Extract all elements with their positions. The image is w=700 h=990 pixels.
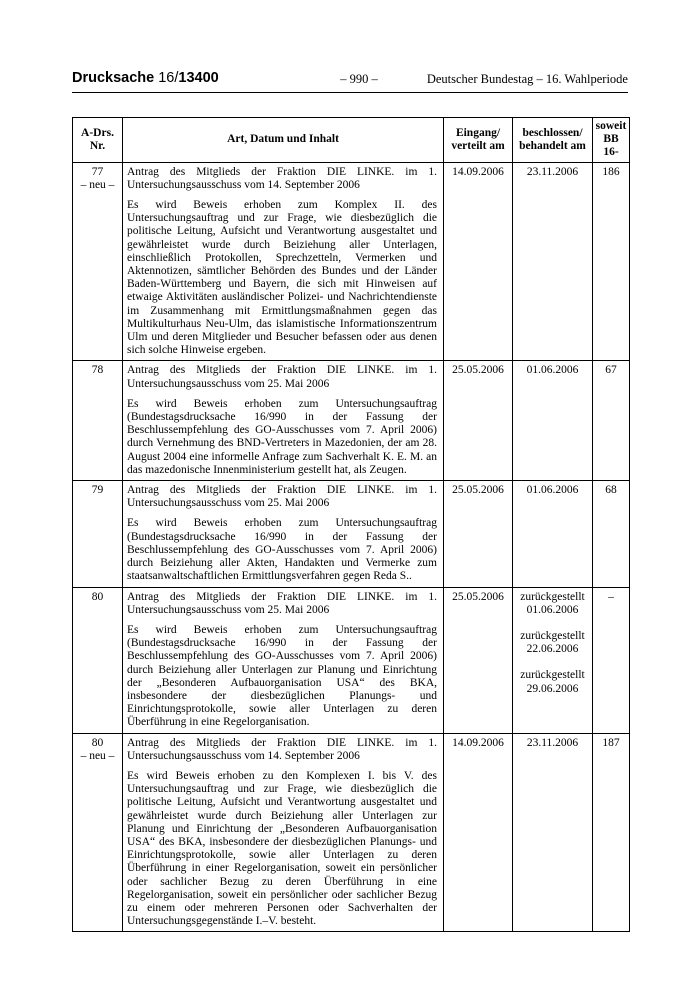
motion-description: Es wird Beweis erhoben zum Untersuchungsauftrag (Bundestagsdrucksache 16/990 in der Fassung der Beschlussempfehlung des GO-Ausschusses vom 7. April 2006) durch Beiziehung aller Unterlagen zur Planung und Einrichtung der „Besonderen Aufbauorganisation USA“ des BKA, insbesondere der diesbezüglichen Planungs- und Einrichtungsprotokolle, sowie aller Unterlagen zu deren Überführung in eine Regelorganisation. xyxy=(127,623,437,729)
motion-description: Es wird Beweis erhoben zu den Komplexen I. bis V. des Untersuchungsauftrag und zur Frage, wie diesbezüglich die politische Leitung, Aufsicht und Verantwortung ausgestaltet und gewährleistet wurde durch Beiziehung aller Unterlagen zur Planung und Einrichtung der „Besonderen Aufbauorganisation USA“ des BKA, insbesondere der diesbezüglichen Planungs- und Einrichtungsprotokolle, sowie aller Unterlagen zu deren Überführung in einer Regelorganisation, soweit ein persönlicher oder sachlicher Bezug zu deren Überführung in eine Regelorganisation, soweit ein persönlicher oder sachlicher Bezug zu einem oder mehreren Personen oder Sachverhalten der Untersuchungsgegenstände I.–V. besteht. xyxy=(127,769,437,928)
cell-received-date: 25.05.2006 xyxy=(444,481,513,587)
motion-title: Antrag des Mitglieds der Fraktion DIE LINKE. im 1. Untersuchungsausschuss vom 14. September 2006 xyxy=(127,736,437,762)
page-number: – 990 – xyxy=(340,72,378,86)
cell-bb-reference: 187 xyxy=(593,733,630,932)
cell-bb-reference: 186 xyxy=(593,162,630,361)
cell-received-date: 14.09.2006 xyxy=(444,162,513,361)
cell-content xyxy=(123,361,444,481)
cell-a-drs-nr xyxy=(73,481,123,587)
cell-bb-reference: – xyxy=(593,587,630,733)
decided-entry: zurückgestellt 22.06.2006 xyxy=(520,629,585,656)
cell-received-date: 25.05.2006 xyxy=(444,361,513,481)
table-row xyxy=(73,361,630,481)
table-row xyxy=(73,162,630,361)
a-drs-number: 80 xyxy=(91,590,104,603)
cell-a-drs-nr xyxy=(73,733,123,932)
decided-entry: 01.06.2006 xyxy=(526,484,579,497)
table-header-row xyxy=(73,118,630,163)
cell-content xyxy=(123,587,444,733)
a-drs-new-marker: – neu – xyxy=(80,178,115,191)
cell-decided xyxy=(513,733,593,932)
cell-bb-reference: 67 xyxy=(593,361,630,481)
a-drs-number: 80 xyxy=(91,736,104,749)
cell-content xyxy=(123,481,444,587)
cell-decided xyxy=(513,587,593,733)
cell-a-drs-nr xyxy=(73,361,123,481)
motion-description: Es wird Beweis erhoben zum Untersuchungsauftrag (Bundestagsdrucksache 16/990 in der Fassung der Beschlussempfehlung des GO-Ausschusses vom 7. April 2006) durch Beiziehung aller Akten, Handakten und Vermerke zum staatsanwaltschaftlichen Ermittlungsverfahren gegen Reda S.. xyxy=(127,517,437,583)
cell-bb-reference: 68 xyxy=(593,481,630,587)
motions-table xyxy=(72,117,630,932)
motion-title: Antrag des Mitglieds der Fraktion DIE LINKE. im 1. Untersuchungsausschuss vom 25. Mai 2006 xyxy=(127,484,437,510)
a-drs-number: 78 xyxy=(91,364,104,377)
decided-entry: 23.11.2006 xyxy=(526,165,579,178)
motion-description: Es wird Beweis erhoben zum Komplex II. des Untersuchungsauftrag und zur Frage, wie diesbezüglich die politische Leitung, Aufsicht und Verantwortung ausgestaltet und gewährleistet wurde durch Beiziehung aller Unterlagen, einschließlich Protokollen, Sprechzetteln, Vermerken und Aktennotizen, sämtlicher Behörden des Bundes und der Länder Baden-Württemberg und Bayern, die sich mit Hinweisen auf etwaige Aktivitäten ausländischer Polizei- und Nachrichtendienste im Zusammenhang mit Ermittlungsmaßnahmen gegen das Multikulturhaus Neu-Ulm, das islamistische Informationszentrum Ulm und deren Mitglieder und Besucher befassen oder aus denen sich solche Hinweise ergeben. xyxy=(127,199,437,357)
motion-title: Antrag des Mitglieds der Fraktion DIE LINKE. im 1. Untersuchungsausschuss vom 25. Mai 2006 xyxy=(127,364,437,390)
page-header xyxy=(72,70,628,93)
table-row xyxy=(73,733,630,932)
cell-decided xyxy=(513,481,593,587)
motion-description: Es wird Beweis erhoben zum Untersuchungsauftrag (Bundestagsdrucksache 16/990 in der Fassung der Beschlussempfehlung des GO-Ausschusses vom 7. April 2006) durch Vernehmung des BND-Vertreters in Mazedonien, der am 28. August 2004 eine informelle Anfrage zum Sachverhalt K. E. M. an das mazedonische Innenministerium gestellt hat, als Zeugen. xyxy=(127,397,437,476)
parliament-label: Deutscher Bundestag – 16. Wahlperiode xyxy=(426,72,628,86)
motion-title: Antrag des Mitglieds der Fraktion DIE LINKE. im 1. Untersuchungsausschuss vom 25. Mai 2006 xyxy=(127,590,437,616)
cell-a-drs-nr xyxy=(73,587,123,733)
doc-number-prefix: 16/ xyxy=(154,70,179,86)
cell-content xyxy=(123,733,444,932)
motion-title: Antrag des Mitglieds der Fraktion DIE LINKE. im 1. Untersuchungsausschuss vom 14. September 2006 xyxy=(127,165,437,191)
table-row xyxy=(73,481,630,587)
cell-decided xyxy=(513,162,593,361)
decided-entry: 23.11.2006 xyxy=(526,736,579,749)
col-header-content: Art, Datum und Inhalt xyxy=(123,118,444,163)
decided-entry: zurückgestellt 29.06.2006 xyxy=(520,669,585,695)
cell-decided xyxy=(513,361,593,481)
col-header-bb: soweit BB 16- xyxy=(593,118,630,163)
table-row xyxy=(73,587,630,733)
cell-received-date: 14.09.2006 xyxy=(444,733,513,932)
cell-content xyxy=(123,162,444,361)
cell-a-drs-nr xyxy=(73,162,123,361)
doc-number-main: 13400 xyxy=(178,70,219,86)
a-drs-number: 79 xyxy=(91,484,104,497)
decided-entry: zurückgestellt 01.06.2006 xyxy=(520,590,585,616)
table-body xyxy=(73,162,630,932)
a-drs-new-marker: – neu – xyxy=(80,749,115,762)
col-header-received: Eingang/ verteilt am xyxy=(444,118,513,163)
document-number xyxy=(72,70,219,86)
col-header-decided: beschlossen/ behandelt am xyxy=(513,118,593,163)
doc-label: Drucksache xyxy=(72,70,155,86)
col-header-a-drs: A-Drs. Nr. xyxy=(73,118,123,163)
decided-entry: 01.06.2006 xyxy=(526,364,579,377)
a-drs-number: 77 xyxy=(91,165,104,178)
cell-received-date: 25.05.2006 xyxy=(444,587,513,733)
